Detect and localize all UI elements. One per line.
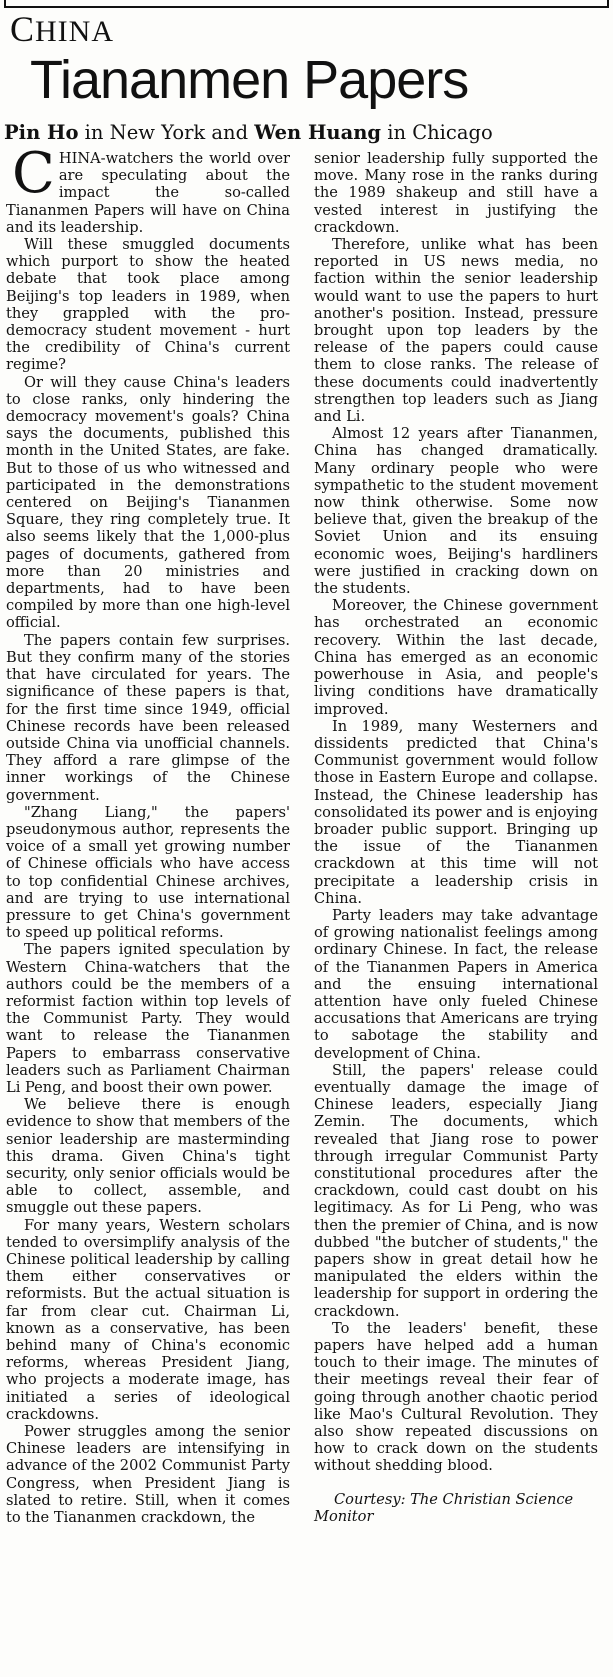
headline: Tiananmen Papers: [30, 50, 469, 110]
article-paragraph: The papers ignited speculation by Western China-watchers that the authors could be the members of a reformist faction within top levels of the Communist Party. They would want to release the Tiananmen Papers to embarrass conservative leaders such as Parliament Chairman Li Peng, and boost their own power.: [6, 941, 290, 1096]
article-paragraph: Power struggles among the senior Chinese leaders are intensifying in advance of the 2002 Communist Party Congress, when President Jiang is slated to retire. Still, when it comes to the Tiananmen crackdown, the: [6, 1423, 290, 1527]
article-paragraph: We believe there is enough evidence to show that members of the senior leadership are masterminding this drama. Given China's tight security, only senior officials would be able to collect, assemble, and smuggle out these papers.: [6, 1096, 290, 1217]
article-paragraph: In 1989, many Westerners and dissidents predicted that China's Communist government would follow those in Eastern Europe and collapse. Instead, the Chinese leadership has consolidated its power and is enjoying broader public support. Bringing up the issue of the Tiananmen crackdown at this time will not precipitate a leadership crisis in China.: [314, 717, 598, 907]
byline-place-1: in New York and: [78, 121, 255, 144]
article-paragraph: For many years, Western scholars tended to oversimplify analysis of the Chinese political leadership by calling them either conservatives or reformists. But the actual situation is far from clear cut. Chairman Li, known as a conservative, has been behind many of China's economic reforms, whereas President Jiang, who projects a moderate image, has initiated a series of ideological crackdowns.: [6, 1216, 290, 1423]
article-paragraph: To the leaders' benefit, these papers have helped add a human touch to their image. The minutes of their meetings reveal their fear of going through another chaotic period like Mao's Cultural Revolution. They also show repeated discussions on how to crack down on the students without shedding blood.: [314, 1319, 598, 1475]
byline-author-1: Pin Ho: [4, 121, 79, 144]
article-paragraph: Almost 12 years after Tiananmen, China has changed dramatically. Many ordinary people who were sympathetic to the student movement now think otherwise. Some now believe that, given the breakup of the Soviet Union and its ensuing economic woes, Beijing's hardliners were justified in cracking down on the students.: [314, 425, 598, 598]
byline-author-2: Wen Huang: [254, 121, 382, 144]
article-column-left: [6, 141, 290, 1527]
top-border-box: [4, 0, 609, 8]
article-paragraph: Party leaders may take advantage of growing nationalist feelings among ordinary Chinese. In fact, the release of the Tiananmen Papers in America and the ensuing international attention have only fueled Chinese accusations that Americans are trying to sabotage the stability and development of China.: [314, 906, 598, 1062]
article-paragraph: Therefore, unlike what has been reported in US news media, no faction within the senior leadership would want to use the papers to hurt another's position. Instead, pressure brought upon top leaders by the release of the papers could cause them to close ranks. The release of these documents could inadvertently strengthen top leaders such as Jiang and Li.: [314, 236, 598, 426]
article-paragraph: Moreover, the Chinese government has orchestrated an economic recovery. Within the last decade, China has emerged as an economic powerhouse in Asia, and people's living conditions have dramatically improved.: [314, 597, 598, 718]
article-paragraph: The papers contain few surprises. But they confirm many of the stories that have circulated for years. The significance of these papers is that, for the first time since 1949, official Chinese records have been released outside China via unofficial channels. They afford a rare glimpse of the inner workings of the Chinese government.: [6, 631, 290, 804]
byline: [4, 120, 604, 146]
paragraph-text: HINA-watchers the world over are speculating about the impact the so-called Tiananmen Papers will have on China and its leadership.: [6, 150, 290, 236]
article-paragraph: [6, 141, 290, 236]
article-paragraph: Will these smuggled documents which purport to show the heated debate that took place among Beijing's top leaders in 1989, when they grappled with the pro-democracy student movement - hurt the credibility of China's current regime?: [6, 236, 290, 374]
article-column-right: [314, 150, 598, 1525]
article-paragraph: "Zhang Liang," the papers' pseudonymous author, represents the voice of a small yet growing number of Chinese officials who have access to top confidential Chinese archives, and are trying to use international pressure to get China's government to speed up political reforms.: [6, 803, 290, 942]
drop-cap: C: [12, 141, 55, 206]
section-label-initial: C: [10, 9, 36, 49]
byline-place-2: in Chicago: [381, 121, 493, 144]
article-paragraph: Still, the papers' release could eventually damage the image of Chinese leaders, especially Jiang Zemin. The documents, which revealed that Jiang rose to power through irregular Communist Party constitutional procedures after the crackdown, could cast doubt on his legitimacy. As for Li Peng, who was then the premier of China, and is now dubbed "the butcher of students," the papers show in great detail how he manipulated the elders within the leadership for support in ordering the crackdown.: [314, 1061, 598, 1320]
article-paragraph: Or will they cause China's leaders to close ranks, only hindering the democracy movement's goals? China says the documents, published this month in the United States, are fake. But to those of us who witnessed and participated in the demonstrations centered on Beijing's Tiananmen Square, they ring completely true. It also seems likely that the 1,000-plus pages of documents, gathered from more than 20 ministries and departments, had to have been compiled by more than one high-level official.: [6, 373, 290, 632]
courtesy-credit: Courtesy: The Christian Science Monitor: [314, 1490, 574, 1525]
article-paragraph: senior leadership fully supported the move. Many rose in the ranks during the 1989 shakeup and still have a vested interest in justifying the crackdown.: [314, 150, 598, 236]
section-label-rest: HINA: [35, 15, 115, 48]
